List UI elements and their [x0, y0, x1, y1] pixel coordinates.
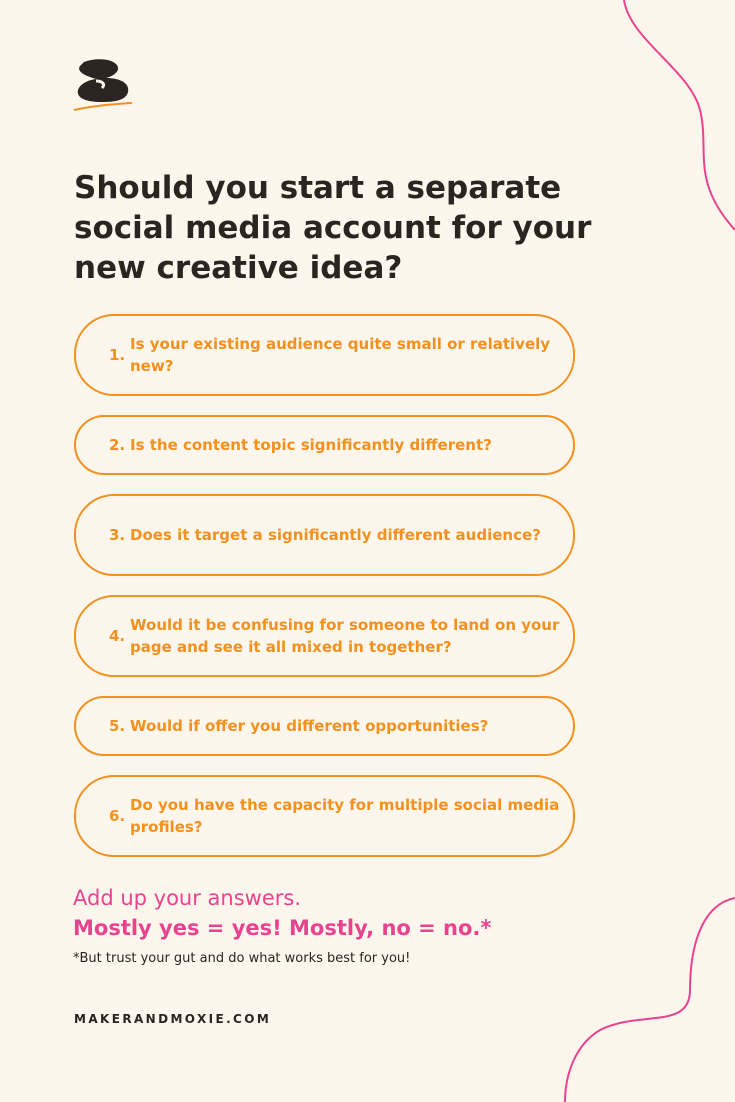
- question-text: Would it be confusing for someone to land on your page and see it all mixed in together?: [130, 616, 560, 656]
- question-item: [74, 314, 575, 396]
- question-number: 2.: [109, 436, 126, 454]
- question-number: 5.: [109, 717, 126, 735]
- question-item: [74, 415, 575, 475]
- question-number: 1.: [109, 346, 126, 364]
- question-item: [74, 775, 575, 857]
- question-number: 4.: [109, 627, 126, 645]
- website-link[interactable]: MAKERANDMOXIE.COM: [74, 1012, 272, 1026]
- ampersand-logo-icon: [72, 58, 134, 118]
- question-item: [74, 494, 575, 576]
- question-number: 6.: [109, 807, 126, 825]
- bottom-right-curve: [565, 898, 735, 1102]
- question-text: Do you have the capacity for multiple social media profiles?: [130, 796, 560, 836]
- question-number: 3.: [109, 526, 126, 544]
- question-text: Does it target a significantly different audience?: [130, 526, 541, 544]
- conclusion-rule: Mostly yes = yes! Mostly, no = no.*: [73, 916, 492, 940]
- question-item: [74, 595, 575, 677]
- top-right-curve: [624, 0, 735, 230]
- question-text: Is the content topic significantly different?: [130, 436, 492, 454]
- conclusion-intro: Add up your answers.: [73, 886, 302, 910]
- conclusion-footnote: *But trust your gut and do what works best for you!: [73, 951, 411, 966]
- question-item: [74, 696, 575, 756]
- page-title: Should you start a separate social media account for your new creative idea?: [74, 170, 592, 286]
- question-text: Would if offer you different opportunities?: [130, 717, 489, 735]
- question-text: Is your existing audience quite small or relatively new?: [130, 335, 551, 375]
